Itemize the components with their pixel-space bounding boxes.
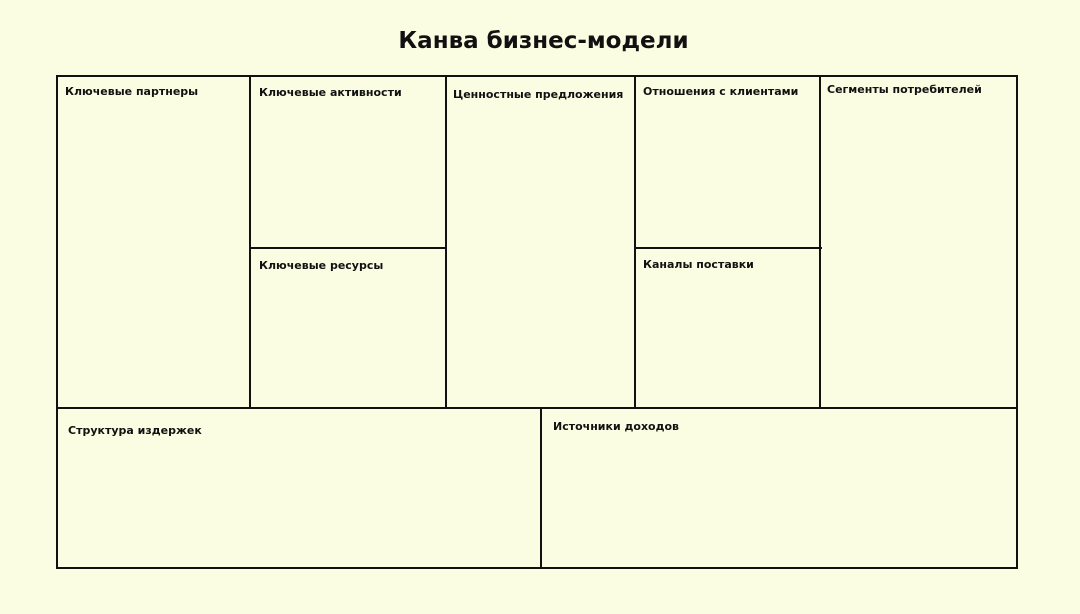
divider: [819, 75, 821, 409]
block-revenue-streams: Источники доходов: [553, 420, 680, 433]
block-key-activities: Ключевые активности: [259, 86, 402, 99]
block-channels: Каналы поставки: [643, 258, 754, 271]
border-bottom: [56, 567, 1018, 569]
divider: [634, 247, 822, 249]
border-top: [56, 75, 1018, 77]
block-customer-relationships: Отношения с клиентами: [643, 85, 799, 98]
divider: [445, 75, 447, 409]
divider: [634, 75, 636, 409]
border-right: [1016, 75, 1018, 569]
block-value-propositions: Ценностные предложения: [453, 88, 624, 101]
divider: [56, 407, 1018, 409]
divider: [249, 247, 447, 249]
divider: [540, 407, 542, 569]
divider: [249, 75, 251, 409]
block-customer-segments: Сегменты потребителей: [827, 83, 982, 96]
block-key-resources: Ключевые ресурсы: [259, 259, 384, 272]
block-cost-structure: Структура издержек: [68, 424, 202, 437]
block-key-partners: Ключевые партнеры: [65, 85, 199, 98]
canvas-title: Канва бизнес-модели: [398, 28, 689, 54]
border-left: [56, 75, 58, 569]
